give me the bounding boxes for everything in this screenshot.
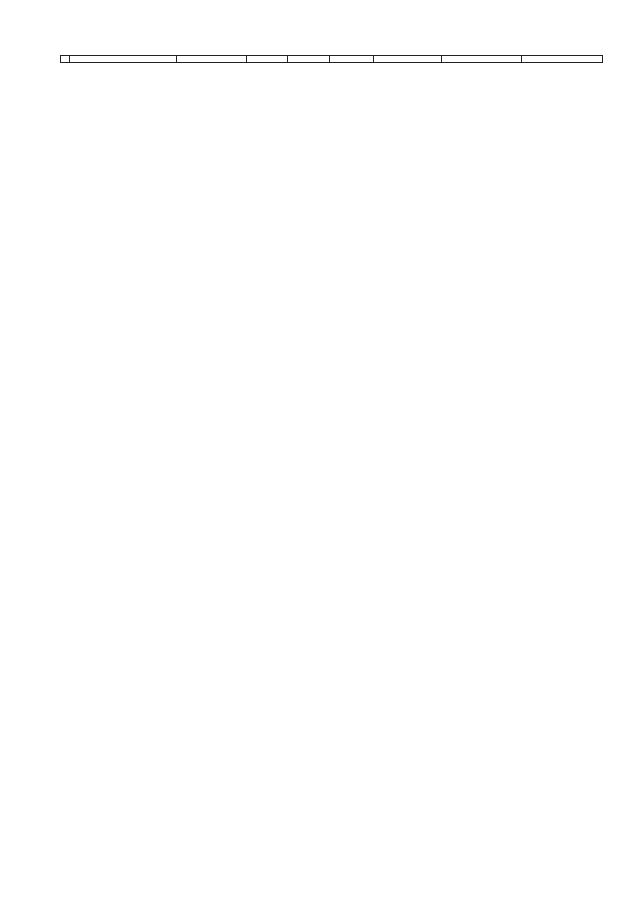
header-col-8 (442, 56, 522, 63)
header-col-1 (61, 56, 70, 63)
header-col-9 (522, 56, 603, 63)
header-col-2 (70, 56, 177, 63)
header-col-7 (374, 56, 442, 63)
table-header-row (61, 56, 603, 63)
header-col-6 (330, 56, 374, 63)
header-col-4 (247, 56, 288, 63)
header-col-3 (177, 56, 247, 63)
register-table (60, 55, 603, 63)
header-col-5 (288, 56, 330, 63)
